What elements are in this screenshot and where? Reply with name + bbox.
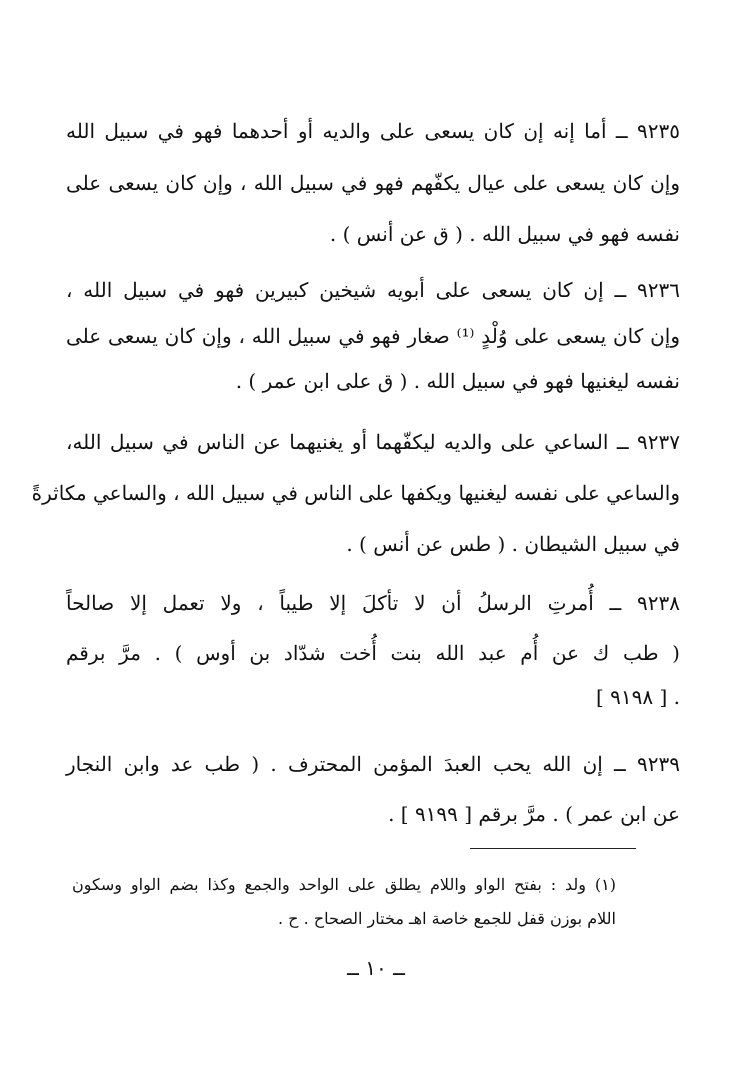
text-line: وإن كان يسعى على عيال يكفّهم فهو في سبيل الله ، وإن كان يسعى على	[66, 171, 680, 195]
text-line: وإن كان يسعى على وُلْدٍ ⁽¹⁾ صغار فهو في سبيل الله ، وإن كان يسعى على	[66, 324, 680, 348]
page-number: ــ ١٠ ــ	[347, 956, 405, 980]
text-line: ٩٢٣٥ ــ أما إنه إن كان يسعى على والديه أو أحدهما فهو في سبيل الله	[66, 119, 680, 143]
text-line: عن ابن عمر ) . مرَّ برقم [ ٩١٩٩ ] .	[388, 802, 680, 826]
text-line: نفسه ليغنيها فهو في سبيل الله . ( ق على ابن عمر ) .	[235, 369, 680, 393]
footnote-divider	[470, 848, 636, 849]
text-line: . [ ٩١٩٨ ]	[595, 685, 680, 709]
text-line: نفسه فهو في سبيل الله . ( ق عن أنس ) .	[329, 222, 680, 246]
footnote-line: اللام بوزن قفل للجمع خاصة اهـ مختار الصحاح . ح .	[277, 909, 616, 928]
text-line: ٩٢٣٦ ــ إن كان يسعى على أبويه شيخين كبيرين فهو في سبيل الله ،	[66, 278, 680, 302]
footnote-line: (١) ولد : بفتح الواو واللام يطلق على الواحد والجمع وكذا بضم الواو وسكون	[72, 875, 616, 894]
text-line: ٩٢٣٨ ــ أُمرتِ الرسلُ أن لا تأكلَ إلا طيباً ، ولا تعمل إلا صالحاً	[66, 591, 680, 615]
text-line: ( طب ك عن أُم عبد الله بنت أُخت شدّاد بن أوس ) . مرَّ برقم	[66, 641, 680, 665]
text-line: والساعي على نفسه ليغنيها ويكفها على الناس في سبيل الله ، والساعي مكاثرةً	[31, 481, 680, 505]
text-line: ٩٢٣٧ ــ الساعي على والديه ليكفّهما أو يغنيهما عن الناس في سبيل الله،	[66, 430, 680, 454]
text-line: في سبيل الشيطان . ( طس عن أنس ) .	[346, 532, 680, 556]
text-line: ٩٢٣٩ ــ إن الله يحب العبدَ المؤمن المحترف . ( طب عد وابن النجار	[66, 752, 680, 776]
